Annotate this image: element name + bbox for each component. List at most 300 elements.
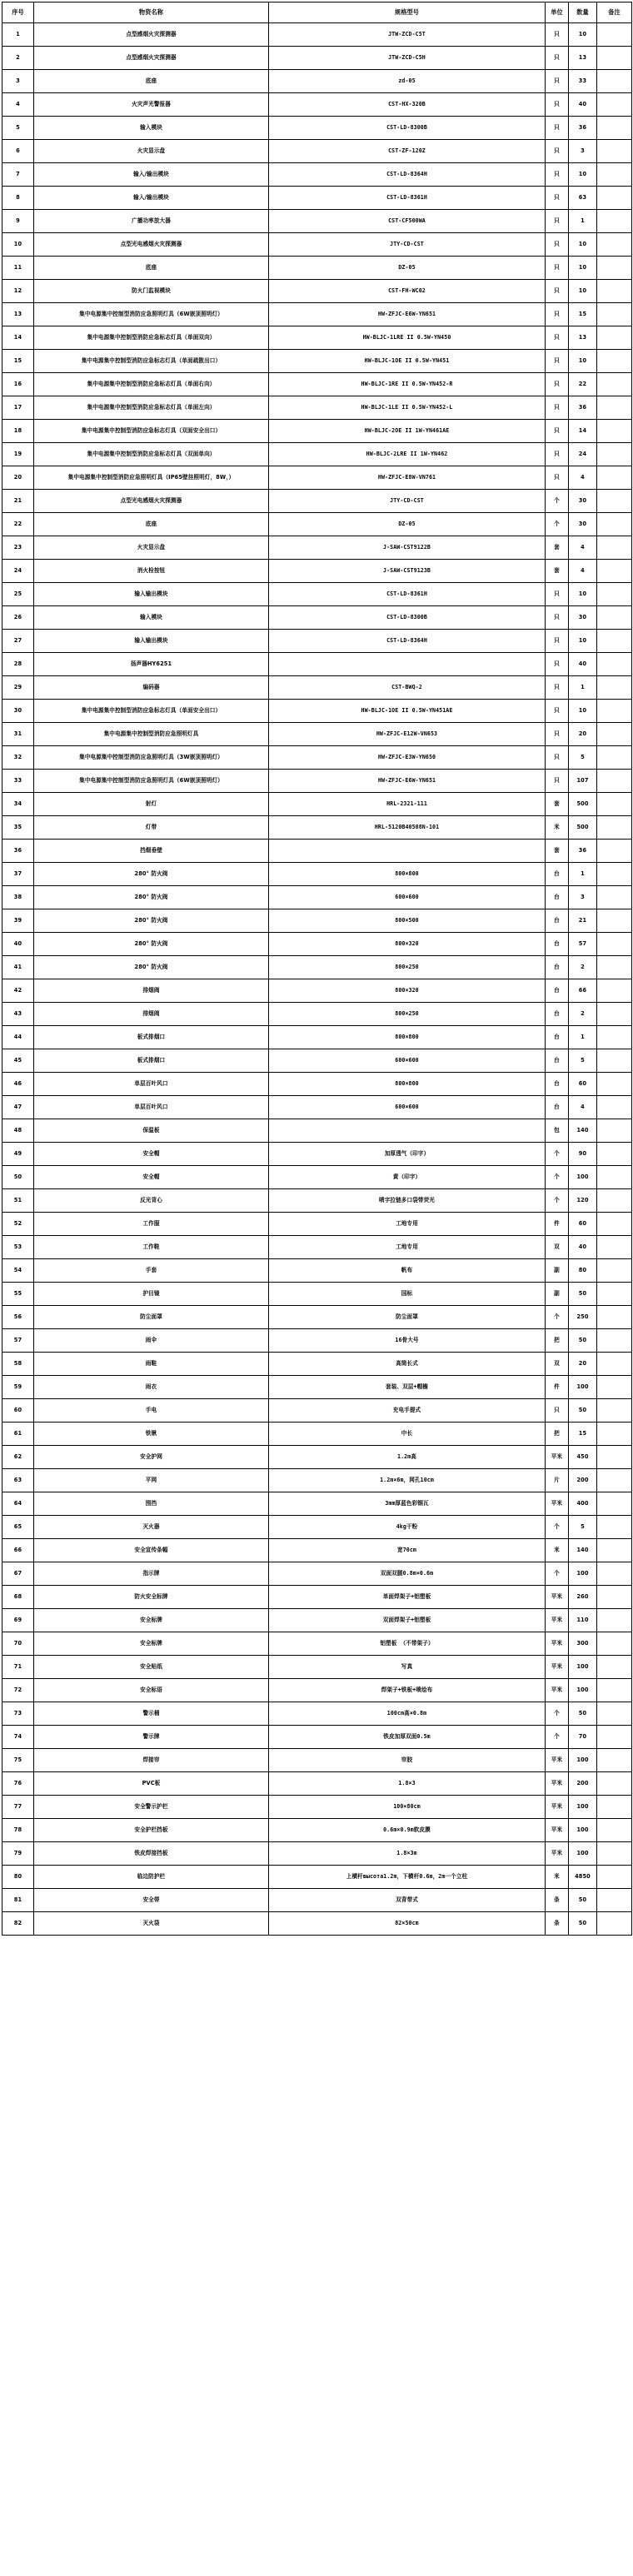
table-row	[2, 1119, 632, 1143]
row-index: 40	[2, 933, 34, 956]
material-name: 反光背心	[34, 1189, 269, 1213]
table-row	[2, 793, 632, 816]
material-unit: 只	[546, 210, 569, 233]
table-row	[2, 1166, 632, 1189]
material-unit: 只	[546, 326, 569, 350]
material-unit: 只	[546, 117, 569, 140]
material-spec: 上横杆высота1.2m，下横杆0.6m，2m一个立柱	[269, 1866, 546, 1889]
material-unit: 台	[546, 1049, 569, 1073]
table-row	[2, 233, 632, 257]
material-quantity: 60	[569, 1213, 597, 1236]
material-name: 火灾显示盘	[34, 536, 269, 560]
table-row	[2, 373, 632, 396]
material-quantity: 36	[569, 396, 597, 420]
row-index: 22	[2, 513, 34, 536]
material-note	[597, 1376, 632, 1399]
material-quantity: 40	[569, 1236, 597, 1259]
material-note	[597, 350, 632, 373]
material-name: 板式排烟口	[34, 1049, 269, 1073]
material-name: 点型感烟火灾探测器	[34, 23, 269, 47]
material-name: 集中电源集中控制型消防应急标志灯具（单面疏散出口）	[34, 350, 269, 373]
material-note	[597, 1073, 632, 1096]
material-unit: 平米	[546, 1632, 569, 1656]
material-unit: 只	[546, 676, 569, 700]
materials-table	[2, 2, 632, 1936]
row-index: 5	[2, 117, 34, 140]
material-spec: HRL-2321-111	[269, 793, 546, 816]
table-row	[2, 1912, 632, 1936]
material-quantity: 500	[569, 816, 597, 840]
material-note	[597, 700, 632, 723]
material-quantity: 10	[569, 583, 597, 606]
material-name: 集中电源集中控制型消防应急照明灯具（IP65壁挂照明灯，8W，）	[34, 466, 269, 490]
material-spec: CST-CF500WA	[269, 210, 546, 233]
material-name: 围挡	[34, 1492, 269, 1516]
table-row	[2, 956, 632, 979]
material-note	[597, 280, 632, 303]
material-quantity: 100	[569, 1376, 597, 1399]
row-index: 82	[2, 1912, 34, 1936]
material-spec	[269, 653, 546, 676]
material-name: 灭火器	[34, 1516, 269, 1539]
material-quantity: 140	[569, 1539, 597, 1562]
table-row	[2, 350, 632, 373]
row-index: 27	[2, 630, 34, 653]
row-index: 39	[2, 909, 34, 933]
material-quantity: 40	[569, 93, 597, 117]
material-quantity: 2	[569, 1003, 597, 1026]
table-row	[2, 466, 632, 490]
material-note	[597, 373, 632, 396]
material-note	[597, 1096, 632, 1119]
material-note	[597, 70, 632, 93]
material-spec: HW-BLJC-1OE II 0.5W-YN451	[269, 350, 546, 373]
material-spec: 防尘面罩	[269, 1306, 546, 1329]
table-row	[2, 490, 632, 513]
material-spec: 套装、双层+帽檐	[269, 1376, 546, 1399]
material-note	[597, 1656, 632, 1679]
material-unit: 双	[546, 1236, 569, 1259]
material-note	[597, 187, 632, 210]
material-note	[597, 1562, 632, 1586]
material-quantity: 10	[569, 630, 597, 653]
material-name: 集中电源集中控制型消防应急标志灯具（双面单向）	[34, 443, 269, 466]
row-index: 4	[2, 93, 34, 117]
material-name: 射灯	[34, 793, 269, 816]
material-spec: CST-LD-8361H	[269, 583, 546, 606]
row-index: 77	[2, 1796, 34, 1819]
material-unit: 只	[546, 233, 569, 257]
row-index: 10	[2, 233, 34, 257]
material-quantity: 50	[569, 1912, 597, 1936]
material-quantity: 1	[569, 676, 597, 700]
row-index: 28	[2, 653, 34, 676]
column-header-name: 物资名称	[34, 2, 269, 23]
material-name: 单层百叶风口	[34, 1073, 269, 1096]
material-spec: 帆布	[269, 1259, 546, 1283]
table-row	[2, 1073, 632, 1096]
material-name: 底座	[34, 70, 269, 93]
material-name: 焊接帘	[34, 1749, 269, 1772]
material-spec: HW-ZFJC-E12W-VN653	[269, 723, 546, 746]
material-name: 点型光电感烟火灾探测器	[34, 490, 269, 513]
material-note	[597, 420, 632, 443]
row-index: 63	[2, 1469, 34, 1492]
material-note	[597, 210, 632, 233]
material-name: 集中电源集中控制型消防应急照明灯具（3W嵌顶照明灯）	[34, 746, 269, 770]
material-name: 安全帯	[34, 1889, 269, 1912]
material-quantity: 1	[569, 1026, 597, 1049]
material-note	[597, 47, 632, 70]
material-spec: CST-LD-8364H	[269, 630, 546, 653]
row-index: 54	[2, 1259, 34, 1283]
row-index: 41	[2, 956, 34, 979]
row-index: 2	[2, 47, 34, 70]
table-row	[2, 746, 632, 770]
material-unit: 米	[546, 1539, 569, 1562]
row-index: 14	[2, 326, 34, 350]
row-index: 74	[2, 1726, 34, 1749]
material-quantity: 20	[569, 1353, 597, 1376]
row-index: 69	[2, 1609, 34, 1632]
row-index: 59	[2, 1376, 34, 1399]
material-spec: CST-ZF-120Z	[269, 140, 546, 163]
material-unit: 只	[546, 396, 569, 420]
material-unit: 只	[546, 257, 569, 280]
material-note	[597, 1119, 632, 1143]
material-name: 底座	[34, 513, 269, 536]
material-quantity: 3	[569, 140, 597, 163]
material-spec: CST-FH-WC02	[269, 280, 546, 303]
row-index: 9	[2, 210, 34, 233]
row-index: 42	[2, 979, 34, 1003]
row-index: 37	[2, 863, 34, 886]
material-spec: HW-BLJC-1LE II 0.5W-YN452-L	[269, 396, 546, 420]
table-row	[2, 1189, 632, 1213]
material-name: 手电	[34, 1399, 269, 1423]
material-unit: 个	[546, 1306, 569, 1329]
material-note	[597, 93, 632, 117]
column-header-unit: 单位	[546, 2, 569, 23]
material-name: 铁皮焊接挡板	[34, 1842, 269, 1866]
material-unit: 台	[546, 933, 569, 956]
table-row	[2, 1772, 632, 1796]
material-name: 防尘面罩	[34, 1306, 269, 1329]
table-row	[2, 1353, 632, 1376]
column-header-index: 序号	[2, 2, 34, 23]
material-spec: 宽70cm	[269, 1539, 546, 1562]
table-row	[2, 1143, 632, 1166]
row-index: 13	[2, 303, 34, 326]
material-note	[597, 1912, 632, 1936]
material-spec: 高筒长式	[269, 1353, 546, 1376]
table-header	[2, 2, 632, 23]
material-spec: HW-ZFJC-E6W-YN651	[269, 303, 546, 326]
material-quantity: 100	[569, 1166, 597, 1189]
material-quantity: 100	[569, 1562, 597, 1586]
table-row	[2, 1213, 632, 1236]
material-spec: J-SAW-CST9123B	[269, 560, 546, 583]
material-quantity: 10	[569, 257, 597, 280]
material-name: 集中电源集中控制型消防应急照明灯具	[34, 723, 269, 746]
material-spec: 800×250	[269, 1003, 546, 1026]
material-name: 安全护网	[34, 1446, 269, 1469]
material-quantity: 100	[569, 1796, 597, 1819]
row-index: 65	[2, 1516, 34, 1539]
material-spec: HW-BLJC-1RE II 0.5W-YN452-R	[269, 373, 546, 396]
row-index: 12	[2, 280, 34, 303]
material-note	[597, 793, 632, 816]
column-header-spec: 规格型号	[269, 2, 546, 23]
material-note	[597, 1446, 632, 1469]
table-row	[2, 163, 632, 187]
material-spec: 单面焊架子+铝塑板	[269, 1586, 546, 1609]
table-row	[2, 1889, 632, 1912]
row-index: 44	[2, 1026, 34, 1049]
material-name: 集中电源集中控制型消防应急标志灯具（单面左向）	[34, 396, 269, 420]
material-spec: 铝塑板 （不带架子）	[269, 1632, 546, 1656]
material-unit: 台	[546, 1096, 569, 1119]
row-index: 49	[2, 1143, 34, 1166]
row-index: 34	[2, 793, 34, 816]
row-index: 26	[2, 606, 34, 630]
material-quantity: 36	[569, 117, 597, 140]
material-note	[597, 653, 632, 676]
table-row	[2, 396, 632, 420]
material-unit: 平米	[546, 1586, 569, 1609]
material-name: 排烟阀	[34, 1003, 269, 1026]
table-row	[2, 700, 632, 723]
material-note	[597, 1003, 632, 1026]
material-name: 防火安全标牌	[34, 1586, 269, 1609]
material-note	[597, 490, 632, 513]
material-name: 防火门监视模块	[34, 280, 269, 303]
material-spec: 加厚透气（印字）	[269, 1143, 546, 1166]
material-note	[597, 630, 632, 653]
material-unit: 平米	[546, 1749, 569, 1772]
material-spec: 1.8×3m	[269, 1842, 546, 1866]
material-name: 扬声器HY6251	[34, 653, 269, 676]
material-quantity: 10	[569, 23, 597, 47]
material-quantity: 3	[569, 886, 597, 909]
material-spec: 100cm高×0.8m	[269, 1702, 546, 1726]
table-row	[2, 1842, 632, 1866]
material-spec: 喷字拉链多口袋带荧光	[269, 1189, 546, 1213]
material-quantity: 5	[569, 1049, 597, 1073]
material-unit: 台	[546, 886, 569, 909]
table-row	[2, 560, 632, 583]
material-name: 灯带	[34, 816, 269, 840]
material-name: 安全标牌	[34, 1632, 269, 1656]
material-quantity: 5	[569, 746, 597, 770]
material-quantity: 33	[569, 70, 597, 93]
row-index: 38	[2, 886, 34, 909]
material-name: 输入模块	[34, 117, 269, 140]
material-note	[597, 909, 632, 933]
material-unit: 把	[546, 1423, 569, 1446]
row-index: 25	[2, 583, 34, 606]
table-row	[2, 1562, 632, 1586]
row-index: 23	[2, 536, 34, 560]
material-note	[597, 1469, 632, 1492]
material-note	[597, 1259, 632, 1283]
table-row	[2, 70, 632, 93]
material-name: 安全宣传条幅	[34, 1539, 269, 1562]
material-unit: 台	[546, 979, 569, 1003]
material-note	[597, 583, 632, 606]
material-spec: zd-05	[269, 70, 546, 93]
material-spec: 1.2m高	[269, 1446, 546, 1469]
material-spec: HW-ZFJC-E8W-VN761	[269, 466, 546, 490]
material-note	[597, 723, 632, 746]
material-quantity: 100	[569, 1819, 597, 1842]
row-index: 35	[2, 816, 34, 840]
material-note	[597, 956, 632, 979]
material-unit: 副	[546, 1259, 569, 1283]
material-quantity: 4	[569, 536, 597, 560]
material-name: 安全帽	[34, 1166, 269, 1189]
table-row	[2, 1003, 632, 1026]
material-spec: DZ-05	[269, 513, 546, 536]
material-quantity: 80	[569, 1259, 597, 1283]
material-quantity: 15	[569, 303, 597, 326]
material-spec: 600×600	[269, 1049, 546, 1073]
material-unit: 条	[546, 1912, 569, 1936]
material-note	[597, 1632, 632, 1656]
table-row	[2, 1423, 632, 1446]
material-name: 安全帽	[34, 1143, 269, 1166]
material-name: 280° 防火阀	[34, 863, 269, 886]
material-name: 输入/输出模块	[34, 187, 269, 210]
table-row	[2, 1399, 632, 1423]
row-index: 43	[2, 1003, 34, 1026]
table-row	[2, 1726, 632, 1749]
material-unit: 个	[546, 1143, 569, 1166]
material-quantity: 70	[569, 1726, 597, 1749]
material-quantity: 14	[569, 420, 597, 443]
material-quantity: 10	[569, 163, 597, 187]
material-spec: 工地专用	[269, 1236, 546, 1259]
row-index: 73	[2, 1702, 34, 1726]
row-index: 7	[2, 163, 34, 187]
table-row	[2, 1236, 632, 1259]
material-spec	[269, 1119, 546, 1143]
material-spec: CST-LD-8300B	[269, 606, 546, 630]
material-spec: 800×320	[269, 979, 546, 1003]
table-row	[2, 1656, 632, 1679]
material-unit: 只	[546, 350, 569, 373]
material-quantity: 30	[569, 606, 597, 630]
row-index: 53	[2, 1236, 34, 1259]
table-row	[2, 909, 632, 933]
material-unit: 只	[546, 70, 569, 93]
material-spec: 800×800	[269, 1026, 546, 1049]
material-quantity: 5	[569, 1516, 597, 1539]
material-unit: 只	[546, 303, 569, 326]
material-note	[597, 933, 632, 956]
material-spec: 16骨大号	[269, 1329, 546, 1353]
material-quantity: 120	[569, 1189, 597, 1213]
material-quantity: 100	[569, 1842, 597, 1866]
material-unit: 只	[546, 373, 569, 396]
material-spec: CST-LD-8300B	[269, 117, 546, 140]
material-spec: 82×50cm	[269, 1912, 546, 1936]
material-name: 平网	[34, 1469, 269, 1492]
table-row	[2, 1819, 632, 1842]
material-unit: 个	[546, 1562, 569, 1586]
material-quantity: 140	[569, 1119, 597, 1143]
material-quantity: 30	[569, 490, 597, 513]
material-quantity: 50	[569, 1702, 597, 1726]
material-quantity: 107	[569, 770, 597, 793]
material-note	[597, 770, 632, 793]
material-name: 工作服	[34, 1213, 269, 1236]
row-index: 67	[2, 1562, 34, 1586]
row-index: 1	[2, 23, 34, 47]
table-row	[2, 1516, 632, 1539]
row-index: 72	[2, 1679, 34, 1702]
material-note	[597, 257, 632, 280]
material-unit: 条	[546, 1889, 569, 1912]
table-row	[2, 630, 632, 653]
material-quantity: 20	[569, 723, 597, 746]
row-index: 71	[2, 1656, 34, 1679]
material-unit: 只	[546, 280, 569, 303]
row-index: 75	[2, 1749, 34, 1772]
material-name: 指示牌	[34, 1562, 269, 1586]
material-spec: JTY-CD-CST	[269, 233, 546, 257]
material-name: 安全警示护栏	[34, 1796, 269, 1819]
material-quantity: 1	[569, 863, 597, 886]
table-row	[2, 1329, 632, 1353]
material-spec: 工地专用	[269, 1213, 546, 1236]
material-unit: 台	[546, 956, 569, 979]
table-row	[2, 1679, 632, 1702]
material-note	[597, 1772, 632, 1796]
material-quantity: 40	[569, 653, 597, 676]
table-row	[2, 606, 632, 630]
material-quantity: 63	[569, 187, 597, 210]
material-note	[597, 1189, 632, 1213]
material-name: 铁锹	[34, 1423, 269, 1446]
row-index: 15	[2, 350, 34, 373]
header-row	[2, 2, 632, 23]
row-index: 64	[2, 1492, 34, 1516]
material-spec: HW-ZFJC-E6W-YN651	[269, 770, 546, 793]
material-spec: 100×80cm	[269, 1796, 546, 1819]
material-name: 集中电源集中控制型消防应急标志灯具（单面右向）	[34, 373, 269, 396]
row-index: 17	[2, 396, 34, 420]
material-quantity: 50	[569, 1283, 597, 1306]
material-spec: 1.8×3	[269, 1772, 546, 1796]
material-name: 集中电源集中控制型消防应急照明灯具（6W嵌顶照明灯）	[34, 303, 269, 326]
row-index: 51	[2, 1189, 34, 1213]
material-spec: 双面焊架子+铝塑板	[269, 1609, 546, 1632]
row-index: 55	[2, 1283, 34, 1306]
material-spec: 600×600	[269, 886, 546, 909]
material-quantity: 13	[569, 326, 597, 350]
material-unit: 个	[546, 1702, 569, 1726]
material-unit: 只	[546, 653, 569, 676]
material-unit: 只	[546, 700, 569, 723]
material-name: 临边防护栏	[34, 1866, 269, 1889]
table-row	[2, 979, 632, 1003]
material-name: 编码器	[34, 676, 269, 700]
material-quantity: 200	[569, 1469, 597, 1492]
table-row	[2, 1026, 632, 1049]
table-row	[2, 723, 632, 746]
material-quantity: 110	[569, 1609, 597, 1632]
